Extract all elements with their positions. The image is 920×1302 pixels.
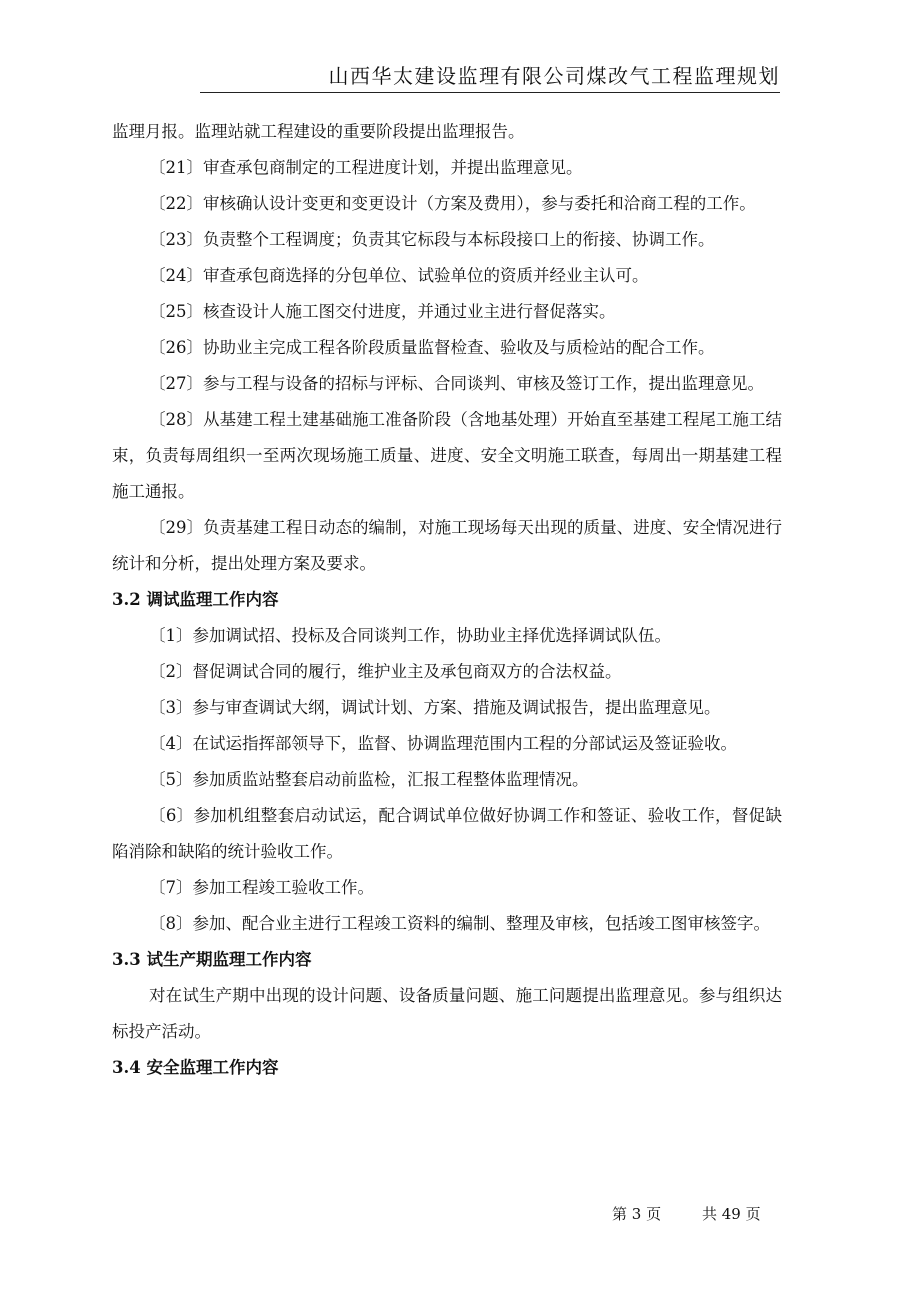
section-heading: 3.4 安全监理工作内容 xyxy=(112,1058,279,1077)
section-heading: 3.3 试生产期监理工作内容 xyxy=(112,950,312,969)
body-paragraph: 〔4〕在试运指挥部领导下，监督、协调监理范围内工程的分部试运及签证验收。 xyxy=(149,734,737,753)
body-paragraph: 〔22〕审核确认设计变更和变更设计（方案及费用），参与委托和洽商工程的工作。 xyxy=(149,194,756,213)
body-paragraph: 〔21〕审查承包商制定的工程进度计划，并提出监理意见。 xyxy=(149,158,583,177)
page-number: 第 3 页 xyxy=(612,1205,662,1223)
body-paragraph: 〔23〕负责整个工程调度；负责其它标段与本标段接口上的衔接、协调工作。 xyxy=(149,230,715,249)
body-paragraph: 〔2〕督促调试合同的履行，维护业主及承包商双方的合法权益。 xyxy=(149,662,622,681)
body-paragraph: 对在试生产期中出现的设计问题、设备质量问题、施工问题提出监理意见。参与组织达标投产活动。 xyxy=(112,986,782,1041)
body-paragraph: 〔27〕参与工程与设备的招标与评标、合同谈判、审核及签订工作，提出监理意见。 xyxy=(149,374,764,393)
body-paragraph: 〔1〕参加调试招、投标及合同谈判工作，协助业主择优选择调试队伍。 xyxy=(149,626,671,645)
body-paragraph: 〔28〕从基建工程土建基础施工准备阶段（含地基处理）开始直至基建工程尾工施工结束，负责每周组织一至两次现场施工质量、进度、安全文明施工联查，每周出一期基建工程施工通报。 xyxy=(112,410,782,501)
document-body xyxy=(112,114,782,1086)
body-paragraph: 〔8〕参加、配合业主进行工程竣工资料的编制、整理及审核，包括竣工图审核签字。 xyxy=(149,914,770,933)
section-heading: 3.2 调试监理工作内容 xyxy=(112,590,279,609)
running-header: 山西华太建设监理有限公司煤改气工程监理规划 xyxy=(328,64,780,88)
body-paragraph: 〔25〕核查设计人施工图交付进度，并通过业主进行督促落实。 xyxy=(149,302,616,321)
body-paragraph: 监理月报。监理站就工程建设的重要阶段提出监理报告。 xyxy=(112,122,525,141)
body-paragraph: 〔29〕负责基建工程日动态的编制，对施工现场每天出现的质量、进度、安全情况进行统计和分析，提出处理方案及要求。 xyxy=(112,518,782,573)
body-paragraph: 〔26〕协助业主完成工程各阶段质量监督检查、验收及与质检站的配合工作。 xyxy=(149,338,715,357)
body-paragraph: 〔7〕参加工程竣工验收工作。 xyxy=(149,878,374,897)
header-rule xyxy=(200,92,780,93)
body-paragraph: 〔24〕审查承包商选择的分包单位、试验单位的资质并经业主认可。 xyxy=(149,266,649,285)
body-paragraph: 〔6〕参加机组整套启动试运，配合调试单位做好协调工作和签证、验收工作，督促缺陷消除和缺陷的统计验收工作。 xyxy=(112,806,782,861)
body-paragraph: 〔3〕参与审查调试大纲，调试计划、方案、措施及调试报告，提出监理意见。 xyxy=(149,698,721,717)
page-total: 共 49 页 xyxy=(702,1205,761,1223)
body-paragraph: 〔5〕参加质监站整套启动前监检，汇报工程整体监理情况。 xyxy=(149,770,589,789)
